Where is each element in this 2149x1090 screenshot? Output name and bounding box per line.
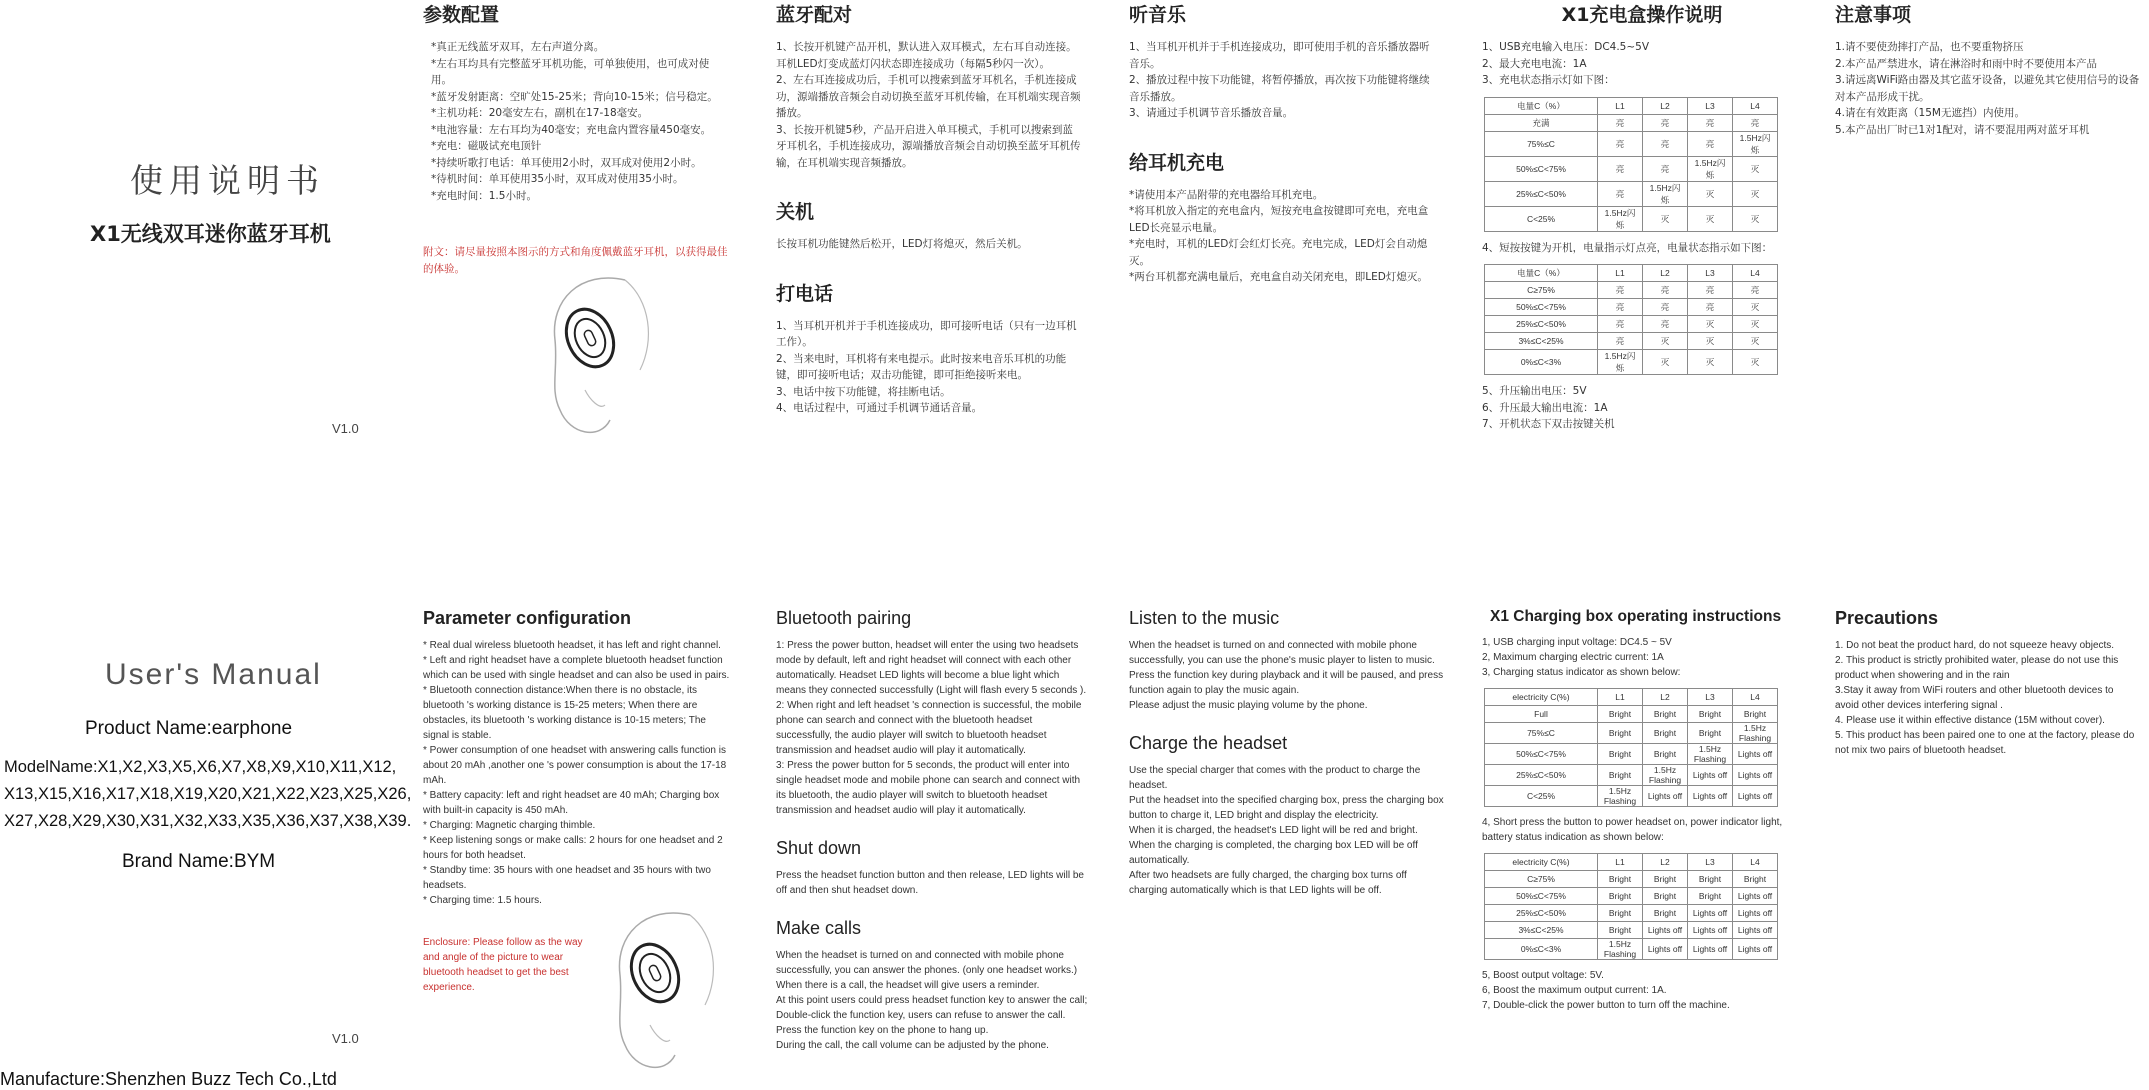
table-row (1485, 181, 1778, 206)
table-cell: 0%≤C<3% (1485, 350, 1598, 375)
en-notes-line: 1. Do not beat the product hard, do not squeeze heavy objects. (1835, 640, 2115, 651)
cn-charge-title: 给耳机充电 (1129, 151, 1225, 174)
cn-box-line: 4、短按按键为开机，电量指示灯点亮，电量状态指示如下图： (1482, 241, 1773, 254)
table-cell: Lights off (1733, 922, 1778, 939)
cn-box-section (1482, 0, 1812, 433)
table-cell: 25%≤C<50% (1485, 181, 1598, 206)
table-cell: Lights off (1643, 939, 1688, 960)
table-row (1485, 131, 1778, 156)
cn-notes-line: 3.请远离WiFi路由器及其它蓝牙设备，以避免其它使用信号的设备对本产品形成干扰。 (1835, 74, 2140, 103)
table-cell: Lights off (1733, 905, 1778, 922)
table-cell: 亮 (1733, 114, 1778, 131)
table-cell: Bright (1598, 723, 1643, 744)
table-cell: Bright (1643, 888, 1688, 905)
table-cell: 亮 (1643, 131, 1688, 156)
table-cell: L2 (1643, 854, 1688, 871)
en-box-section (1482, 608, 1812, 1013)
en-pairing-line: 1: Press the power button, headset will enter the using two headsets mode by default, left and right headset will connect with each other automatically. Headset LED lights will become a blue light which means they connected successfully (Light will flash every 5 seconds ). (776, 640, 1087, 696)
en-model-line: X13,X15,X16,X17,X18,X19,X20,X21,X22,X23,X25,X26, (4, 785, 412, 803)
en-charging-status-table (1484, 688, 1778, 807)
en-params-line: * Battery capacity: left and right headset are 40 mAh; Charging box with built-in capacity is 450 mAh. (423, 790, 720, 816)
en-params-line: * Charging time: 1.5 hours. (423, 895, 542, 906)
en-calls-line: When the headset is turned on and connected with mobile phone successfully, you can answer the phones. (only one headset works.) (776, 950, 1078, 976)
table-cell: 灭 (1688, 333, 1733, 350)
table-cell: 1.5Hz Flashing (1733, 723, 1778, 744)
cn-cover-version: V1.0 (332, 421, 359, 436)
cn-cover-subtitle: X1无线双耳迷你蓝牙耳机 (90, 222, 331, 246)
table-row (1485, 333, 1778, 350)
table-cell: 亮 (1643, 282, 1688, 299)
table-cell: C≥75% (1485, 282, 1598, 299)
table-row (1485, 723, 1778, 744)
table-cell: 1.5Hz Flashing (1688, 744, 1733, 765)
en-model-names (4, 754, 411, 835)
table-cell: L3 (1688, 689, 1733, 706)
table-cell: L2 (1643, 97, 1688, 114)
table-cell: Lights off (1643, 922, 1688, 939)
table-row (1485, 706, 1778, 723)
cn-box-line: 1、USB充电输入电压：DC4.5~5V (1482, 41, 1650, 53)
table-header-row (1485, 689, 1778, 706)
cn-box-line: 6、升压最大输出电流：1A (1482, 401, 1608, 414)
table-cell: L2 (1643, 265, 1688, 282)
table-cell: Lights off (1733, 888, 1778, 905)
table-cell: 亮 (1598, 156, 1643, 181)
en-pairing-line: 3: Press the power button for 5 seconds, the product will enter into single headset mode and mobile phone can search and connect with its bluetooth, the audio player will switch to bluetooth headset transmission and headset audio will play it automatically. (776, 760, 1081, 816)
cn-params-line: *持续听歌打电话：单耳使用2小时，双耳成对使用2小时。 (431, 156, 702, 169)
table-row (1485, 744, 1778, 765)
table-cell: 亮 (1643, 316, 1688, 333)
table-cell: 灭 (1733, 299, 1778, 316)
table-row (1485, 786, 1778, 807)
table-cell: electricity C(%) (1485, 689, 1598, 706)
table-row (1485, 282, 1778, 299)
table-cell: Lights off (1688, 905, 1733, 922)
table-cell: C≥75% (1485, 871, 1598, 888)
table-cell: 50%≤C<75% (1485, 744, 1598, 765)
table-cell: 75%≤C (1485, 131, 1598, 156)
table-cell: 电量C（%） (1485, 97, 1598, 114)
en-params-line: * Bluetooth connection distance:When there is no obstacle, its bluetooth 's working distance is 15-25 meters; When there are obstacles, its bluetooth 's working distance is 10-15 meters; The signal is stable. (423, 685, 706, 741)
cn-box-line: 2、最大充电电流：1A (1482, 57, 1587, 70)
en-calls-line: During the call, the call volume can be adjusted by the phone. (776, 1040, 1049, 1051)
table-cell: Bright (1688, 871, 1733, 888)
cn-notes-line: 2.本产品严禁进水，请在淋浴时和雨中时不要使用本产品 (1835, 57, 2098, 70)
cn-params-section (423, 0, 728, 277)
en-params-line: * Power consumption of one headset with answering calls function is about 20 mAh ,another one 's power consumption is about the 17-18 mAh. (423, 745, 727, 786)
en-box-line: 2, Maximum charging electric current: 1A (1482, 652, 1664, 663)
cn-music-line: 2、播放过程中按下功能键，将暂停播放，再次按下功能键将继续音乐播放。 (1129, 74, 1430, 103)
en-charge-line: When it is charged, the headset's LED light will be red and bright. (1129, 825, 1418, 836)
en-cover-title: User's Manual (105, 658, 322, 691)
table-cell: Bright (1733, 706, 1778, 723)
cn-params-line: *真正无线蓝牙双耳，左右声道分离。 (431, 41, 605, 53)
en-music-section (1129, 608, 1444, 898)
table-row (1485, 299, 1778, 316)
table-cell: 25%≤C<50% (1485, 765, 1598, 786)
en-pairing-title: Bluetooth pairing (776, 608, 912, 628)
cn-charging-status-table (1484, 97, 1778, 232)
table-cell: 1.5Hz Flashing (1643, 765, 1688, 786)
table-cell: 亮 (1598, 181, 1643, 206)
cn-pairing-line: 1、长按开机键产品开机，默认进入双耳模式，左右耳自动连接。耳机LED灯变成蓝灯闪状态即连接成功（每隔5秒闪一次）。 (776, 41, 1077, 70)
en-calls-line: When there is a call, the headset will give users a reminder. (776, 980, 1040, 991)
cn-notes-line: 4.请在有效距离（15M无遮挡）内使用。 (1835, 107, 2025, 119)
table-row (1485, 922, 1778, 939)
table-cell: 灭 (1733, 316, 1778, 333)
cn-battery-status-table (1484, 264, 1778, 375)
table-header-row (1485, 97, 1778, 114)
en-box-line: 6, Boost the maximum output current: 1A. (1482, 985, 1667, 996)
table-cell: 1.5Hz闪烁 (1598, 350, 1643, 375)
table-cell: 亮 (1733, 282, 1778, 299)
table-cell: L4 (1733, 854, 1778, 871)
table-cell: 灭 (1688, 206, 1733, 231)
en-shutdown-title: Shut down (776, 838, 862, 858)
table-cell: 亮 (1598, 131, 1643, 156)
table-cell: 灭 (1643, 206, 1688, 231)
table-cell: L3 (1688, 854, 1733, 871)
en-shutdown-line: Press the headset function button and then release, LED lights will be off and then shut headset down. (776, 870, 1084, 896)
table-cell: 50%≤C<75% (1485, 888, 1598, 905)
table-cell: Bright (1598, 871, 1643, 888)
table-cell: 亮 (1598, 316, 1643, 333)
en-notes-section (1835, 608, 2140, 758)
en-notes-line: 2. This product is strictly prohibited water, please do not use this product when showering and in the rain (1835, 655, 2119, 681)
cn-params-line: *充电时间：1.5小时。 (431, 189, 537, 202)
en-product-name: Product Name:earphone (85, 718, 293, 739)
en-box-line: 5, Boost output voltage: 5V. (1482, 970, 1604, 981)
table-cell: Lights off (1688, 922, 1733, 939)
cn-charge-line: *请使用本产品附带的充电器给耳机充电。 (1129, 188, 1324, 201)
table-cell: Bright (1598, 888, 1643, 905)
table-row (1485, 905, 1778, 922)
table-cell: 灭 (1733, 181, 1778, 206)
en-notes-title: Precautions (1835, 608, 1939, 628)
en-music-line: Press the function key during playback and it will be paused, and press function again to play the music again. (1129, 670, 1444, 696)
cn-pairing-title: 蓝牙配对 (776, 4, 853, 26)
cn-cover-title: 使用说明书 (130, 161, 325, 200)
cn-params-title: 参数配置 (423, 4, 500, 26)
en-cover-version: V1.0 (332, 1031, 359, 1046)
table-cell: 50%≤C<75% (1485, 156, 1598, 181)
en-box-line: 1, USB charging input voltage: DC4.5 ~ 5V (1482, 637, 1672, 648)
en-calls-line: At this point users could press headset function key to answer the call; Double-click the function key, users can refuse to answer the call. Press the function key on the phone to hang up. (776, 995, 1088, 1036)
table-cell: 充满 (1485, 114, 1598, 131)
en-battery-status-table (1484, 853, 1778, 960)
table-cell: Lights off (1688, 786, 1733, 807)
table-cell: 亮 (1598, 114, 1643, 131)
en-pairing-line: 2: When right and left headset 's connection is successful, the mobile phone can search and connect with the bluetooth headset successfully, the audio player will switch to bluetooth headset transmission and headset audio will play it automatically. (776, 700, 1082, 756)
table-cell: 25%≤C<50% (1485, 905, 1598, 922)
cn-shutdown-line: 长按耳机功能键然后松开，LED灯将熄灭，然后关机。 (776, 238, 1028, 250)
table-cell: Bright (1598, 765, 1643, 786)
en-params-section (423, 608, 733, 908)
table-cell: L3 (1688, 97, 1733, 114)
cn-pairing-line: 2、左右耳连接成功后，手机可以搜索到蓝牙耳机名，手机连接成功，源端播放音频会自动切换至蓝牙耳机传输，在耳机端实现音频播放。 (776, 74, 1081, 119)
table-cell: Full (1485, 706, 1598, 723)
table-cell: L1 (1598, 265, 1643, 282)
en-music-line: When the headset is turned on and connected with mobile phone successfully, you can use the phone's music player to listen to music. (1129, 640, 1435, 666)
table-cell: electricity C(%) (1485, 854, 1598, 871)
table-cell: 灭 (1733, 350, 1778, 375)
en-music-title: Listen to the music (1129, 608, 1280, 628)
table-cell: L3 (1688, 265, 1733, 282)
table-cell: Bright (1643, 744, 1688, 765)
en-notes-line: 4. Please use it within effective distance (15M without cover). (1835, 715, 2105, 726)
table-cell: 灭 (1688, 316, 1733, 333)
table-cell: 亮 (1688, 114, 1733, 131)
en-charge-title: Charge the headset (1129, 733, 1288, 753)
en-pairing-section (776, 608, 1091, 1053)
table-cell: Bright (1688, 723, 1733, 744)
cn-music-section (1129, 0, 1434, 286)
table-cell: 1.5Hz Flashing (1598, 939, 1643, 960)
cn-charge-line: *充电时，耳机的LED灯会红灯长亮。充电完成，LED灯会自动熄灭。 (1129, 238, 1428, 267)
table-cell: Lights off (1733, 744, 1778, 765)
en-manufacturer: Manufacture:Shenzhen Buzz Tech Co.,Ltd (0, 1069, 337, 1089)
table-cell: Bright (1643, 871, 1688, 888)
table-cell: Bright (1598, 744, 1643, 765)
table-cell: Lights off (1733, 786, 1778, 807)
cn-music-title: 听音乐 (1129, 4, 1187, 26)
en-notes-line: 3.Stay it away from WiFi routers and other bluetooth devices to avoid other devices interfering signal . (1835, 685, 2114, 711)
table-row (1485, 114, 1778, 131)
cn-params-line: *待机时间：单耳使用35小时，双耳成对使用35小时。 (431, 173, 684, 185)
cn-charge-line: *将耳机放入指定的充电盒内，短按充电盒按键即可充电，充电盒LED长亮显示电量。 (1129, 205, 1429, 234)
table-row (1485, 871, 1778, 888)
en-wear-note: Enclosure: Please follow as the way and angle of the picture to wear bluetooth headset to get the best experience. (423, 937, 583, 993)
en-model-line: X27,X28,X29,X30,X31,X32,X33,X35,X36,X37,X38,X39. (4, 812, 412, 830)
table-row (1485, 939, 1778, 960)
en-calls-title: Make calls (776, 918, 862, 938)
en-params-line: * Keep listening songs or make calls: 2 hours for one headset and 2 hours for both headset. (423, 835, 723, 861)
table-cell: 25%≤C<50% (1485, 316, 1598, 333)
table-cell: 1.5Hz Flashing (1598, 786, 1643, 807)
cn-params-line: *左右耳均具有完整蓝牙耳机功能，可单独使用，也可成对使用。 (431, 57, 710, 86)
table-cell: 0%≤C<3% (1485, 939, 1598, 960)
cn-calls-line: 4、电话过程中，可通过手机调节通话音量。 (776, 402, 983, 414)
table-header-row (1485, 265, 1778, 282)
cn-pairing-line: 3、长按开机键5秒，产品开启进入单耳模式，手机可以搜索到蓝牙耳机名，手机连接成功，源端播放音频会自动切换至蓝牙耳机传输，在耳机端实现音频播放。 (776, 123, 1081, 169)
en-model-line: ModelName:X1,X2,X3,X5,X6,X7,X8,X9,X10,X11,X12, (4, 758, 397, 776)
cn-box-line: 3、充电状态指示灯如下图： (1482, 74, 1615, 86)
table-cell: 3%≤C<25% (1485, 922, 1598, 939)
table-cell: 亮 (1688, 299, 1733, 316)
en-music-line: Please adjust the music playing volume by the phone. (1129, 700, 1368, 711)
en-box-line: 4, Short press the button to power headset on, power indicator light, battery status indication as shown below: (1482, 817, 1783, 843)
en-brand-name: Brand Name:BYM (122, 851, 276, 872)
table-cell: L4 (1733, 689, 1778, 706)
table-row (1485, 156, 1778, 181)
table-row (1485, 888, 1778, 905)
table-cell: 1.5Hz闪烁 (1688, 156, 1733, 181)
cn-notes-section (1835, 0, 2140, 138)
cn-calls-line: 1、当耳机开机并于手机连接成功，即可接听电话（只有一边耳机工作）。 (776, 319, 1077, 348)
table-cell: 灭 (1733, 156, 1778, 181)
table-cell: 亮 (1643, 156, 1688, 181)
table-row (1485, 765, 1778, 786)
table-cell: 电量C（%） (1485, 265, 1598, 282)
table-cell: Bright (1643, 905, 1688, 922)
table-cell: L4 (1733, 97, 1778, 114)
table-cell: 50%≤C<75% (1485, 299, 1598, 316)
table-cell: 75%≤C (1485, 723, 1598, 744)
en-box-line: 7, Double-click the power button to turn off the machine. (1482, 1000, 1730, 1011)
table-cell: 灭 (1688, 181, 1733, 206)
table-cell: Bright (1688, 888, 1733, 905)
table-cell: 亮 (1598, 333, 1643, 350)
table-cell: Bright (1598, 922, 1643, 939)
cn-params-line: *电池容量：左右耳均为40毫安；充电盒内置容量450毫安。 (431, 123, 712, 136)
table-cell: Lights off (1688, 765, 1733, 786)
cn-charge-line: *两台耳机都充满电量后，充电盒自动关闭充电，即LED灯熄灭。 (1129, 271, 1428, 283)
table-cell: 亮 (1688, 131, 1733, 156)
cn-music-line: 1、当耳机开机并于手机连接成功，即可使用手机的音乐播放器听音乐。 (1129, 41, 1430, 70)
table-cell: 灭 (1643, 333, 1688, 350)
cn-calls-line: 2、当来电时，耳机将有来电提示。此时按来电音乐耳机的功能键，即可接听电话；双击功能键，即可拒绝接听来电。 (776, 352, 1067, 381)
table-cell: 1.5Hz闪烁 (1733, 131, 1778, 156)
table-row (1485, 316, 1778, 333)
en-charge-line: Put the headset into the specified charging box, press the charging box button to charge it, LED bright and display the electricity. (1129, 795, 1444, 821)
cn-wear-note: 附文：请尽量按照本图示的方式和角度佩戴蓝牙耳机，以获得最佳的体验。 (423, 246, 728, 275)
table-cell: 亮 (1598, 282, 1643, 299)
table-cell: 亮 (1688, 282, 1733, 299)
table-cell: Bright (1598, 706, 1643, 723)
table-cell: L1 (1598, 689, 1643, 706)
en-params-line: * Charging: Magnetic charging thimble. (423, 820, 596, 831)
table-cell: Lights off (1733, 939, 1778, 960)
table-cell: 灭 (1688, 350, 1733, 375)
en-charge-line: After two headsets are fully charged, the charging box turns off charging automatically which is that LED lights will be off. (1129, 870, 1407, 896)
table-cell: C<25% (1485, 206, 1598, 231)
table-row (1485, 206, 1778, 231)
cn-box-title: X1充电盒操作说明 (1561, 4, 1723, 26)
en-params-line: * Real dual wireless bluetooth headset, it has left and right channel. (423, 640, 721, 651)
cn-box-line: 5、升压输出电压：5V (1482, 385, 1587, 397)
cn-ear-illustration (530, 270, 660, 445)
table-cell: Bright (1643, 723, 1688, 744)
cn-params-line: *主机功耗：20毫安左右，副机在17-18毫安。 (431, 107, 649, 119)
en-params-line: * Standby time: 35 hours with one headset and 35 hours with two headsets. (423, 865, 711, 891)
table-cell: 灭 (1733, 206, 1778, 231)
table-cell: 3%≤C<25% (1485, 333, 1598, 350)
cn-notes-line: 5.本产品出厂时已1对1配对，请不要混用两对蓝牙耳机 (1835, 123, 2090, 136)
table-cell: Lights off (1688, 939, 1733, 960)
cn-box-line: 7、开机状态下双击按键关机 (1482, 418, 1615, 430)
table-cell: 1.5Hz闪烁 (1598, 206, 1643, 231)
en-params-title: Parameter configuration (423, 608, 632, 628)
cn-shutdown-title: 关机 (776, 201, 815, 223)
cn-pairing-section (776, 0, 1081, 417)
cn-params-line: *蓝牙发射距离：空旷处15-25米；背向10-15米；信号稳定。 (431, 90, 718, 103)
cn-notes-title: 注意事项 (1835, 4, 1912, 26)
table-cell: Bright (1643, 706, 1688, 723)
table-cell: L4 (1733, 265, 1778, 282)
table-cell: L1 (1598, 854, 1643, 871)
en-charge-line: When the charging is completed, the charging box LED will be off automatically. (1129, 840, 1418, 866)
table-cell: 亮 (1643, 114, 1688, 131)
table-cell: 灭 (1733, 333, 1778, 350)
cn-music-line: 3、请通过手机调节音乐播放音量。 (1129, 107, 1294, 119)
en-box-title: X1 Charging box operating instructions (1490, 608, 1782, 625)
table-cell: 亮 (1598, 299, 1643, 316)
table-cell: Bright (1733, 871, 1778, 888)
table-cell: Lights off (1643, 786, 1688, 807)
table-cell: Bright (1598, 905, 1643, 922)
table-cell: C<25% (1485, 786, 1598, 807)
en-notes-line: 5. This product has been paired one to one at the factory, please do not mix two pairs of bluetooth headset. (1835, 730, 2135, 756)
cn-notes-line: 1.请不要使劲摔打产品，也不要重物挤压 (1835, 41, 2024, 53)
table-cell: Bright (1688, 706, 1733, 723)
table-cell: Lights off (1733, 765, 1778, 786)
en-charge-line: Use the special charger that comes with the product to charge the headset. (1129, 765, 1421, 791)
table-cell: 亮 (1643, 299, 1688, 316)
cn-calls-line: 3、电话中按下功能键，将挂断电话。 (776, 385, 951, 398)
table-cell: 1.5Hz闪烁 (1643, 181, 1688, 206)
table-cell: L1 (1598, 97, 1643, 114)
en-ear-illustration (595, 905, 725, 1080)
table-row (1485, 350, 1778, 375)
table-cell: 灭 (1643, 350, 1688, 375)
table-header-row (1485, 854, 1778, 871)
en-box-line: 3, Charging status indicator as shown below: (1482, 667, 1681, 678)
cn-calls-title: 打电话 (776, 282, 834, 305)
en-params-line: * Left and right headset have a complete bluetooth headset function which can be used with single headset and can also be used in pairs. (423, 655, 730, 681)
cn-params-line: *充电：磁吸试充电顶针 (431, 140, 542, 152)
table-cell: L2 (1643, 689, 1688, 706)
